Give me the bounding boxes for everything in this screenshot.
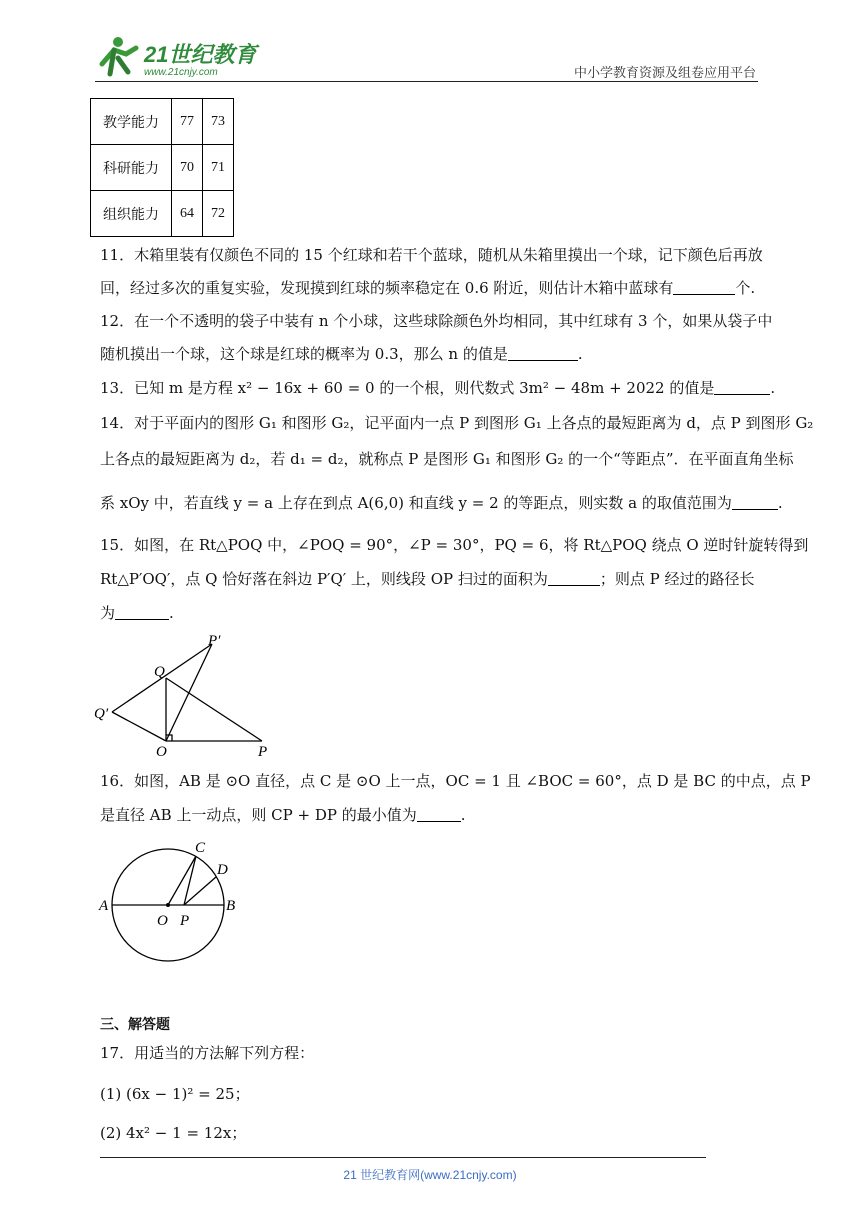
- q15-line-2: [100, 572, 755, 587]
- q11-suffix: 个.: [735, 279, 756, 297]
- answer-blank: [417, 821, 461, 822]
- q14-line-1: 14．对于平面内的图形 G₁ 和图形 G₂，记平面内一点 P 到图形 G₁ 上各点的最短距离为 d，点 P 到图形 G₂: [100, 414, 814, 432]
- q12-line-2: 随机摸出一个球，这个球是红球的概率为 0.3，那么 n 的值是 .: [100, 345, 583, 363]
- footer-divider: [100, 1157, 706, 1158]
- q11-line-2: [100, 281, 755, 296]
- answer-blank: [714, 394, 770, 395]
- q17-part-2: (2) 4x² − 1 = 12x；: [100, 1124, 247, 1142]
- table-cell: 组织能力: [91, 191, 172, 237]
- table-row: [91, 191, 234, 237]
- label-b: B: [226, 898, 236, 914]
- table-cell: 教学能力: [91, 99, 172, 145]
- q16-line-2: 是直径 AB 上一动点，则 CP + DP 的最小值为 .: [100, 806, 466, 824]
- q11-text: 回，经过多次的重复实验，发现摸到红球的频率稳定在 0.6 附近，则估计木箱中蓝球有: [100, 279, 674, 297]
- q16-line-1: 16．如图，AB 是 ⊙O 直径，点 C 是 ⊙O 上一点，OC = 1 且 ∠BOC = 60°，点 D 是 BC 的中点，点 P: [100, 772, 811, 790]
- answer-blank: [548, 585, 600, 586]
- label-c: C: [195, 840, 206, 856]
- q14-text: 系 xOy 中，若直线 y = a 上存在到点 A(6,0) 和直线 y = 2 的等距点，则实数 a 的取值范围为: [100, 494, 732, 512]
- label-d: D: [217, 862, 228, 878]
- q17-part-1: (1) (6x − 1)² = 25；: [100, 1085, 250, 1103]
- label-p: P: [258, 744, 268, 758]
- label-a: A: [99, 898, 109, 914]
- table-cell: 77: [172, 99, 203, 145]
- table-row: [91, 145, 234, 191]
- q15-text-2: ；则点 P 经过的路径长: [599, 570, 755, 588]
- label-q: Q: [154, 664, 165, 680]
- score-table: [90, 98, 234, 237]
- center-dot: [166, 903, 170, 907]
- q15-line-3: 为 .: [100, 604, 174, 622]
- q13-text: 13．已知 m 是方程 x² − 16x + 60 = 0 的一个根，则代数式 3m² − 48m + 2022 的值是: [100, 379, 715, 397]
- answer-blank: [115, 619, 169, 620]
- logo-text: 21世纪教育: [144, 42, 257, 67]
- q15-text-3: 为: [100, 604, 116, 622]
- q13-line-1: 13．已知 m 是方程 x² − 16x + 60 = 0 的一个根，则代数式 3m² − 48m + 2022 的值是 .: [100, 379, 776, 397]
- q14-line-2: 上各点的最短距离为 d₂，若 d₁ = d₂，就称点 P 是图形 G₁ 和图形 G₂ 的一个“等距点”．在平面直角坐标: [100, 450, 794, 468]
- table-cell: 64: [172, 191, 203, 237]
- q16-text: 是直径 AB 上一动点，则 CP + DP 的最小值为: [100, 806, 417, 824]
- q15-triangle-figure: [92, 632, 282, 758]
- answer-blank: [673, 294, 735, 295]
- label-o: O: [157, 913, 168, 929]
- section-heading: 三、解答题: [100, 1017, 170, 1033]
- q15-text: Rt△P′OQ′，点 Q 恰好落在斜边 P′Q′ 上，则线段 OP 扫过的面积为: [100, 570, 548, 588]
- segment-cp: [184, 856, 196, 905]
- q12-text: 随机摸出一个球，这个球是红球的概率为 0.3，那么 n 的值是: [100, 345, 508, 363]
- site-logo: [96, 34, 266, 80]
- q11-line-1: 11．木箱里装有仅颜色不同的 15 个红球和若干个蓝球，随机从朱箱里摸出一个球，记下颜色后再放: [100, 246, 763, 264]
- header-platform-text: 中小学教育资源及组卷应用平台: [573, 66, 756, 81]
- answer-blank: [732, 509, 778, 510]
- table-cell: 72: [203, 191, 234, 237]
- q12-line-1: 12．在一个不透明的袋子中装有 n 个小球，这些球除颜色外均相同，其中红球有 3 个，如果从袋子中: [100, 312, 773, 330]
- header-divider: [95, 81, 758, 82]
- table-cell: 73: [203, 99, 234, 145]
- table-cell: 科研能力: [91, 145, 172, 191]
- runner-icon: [102, 37, 136, 74]
- label-p-prime: P′: [208, 633, 221, 649]
- table-cell: 71: [203, 145, 234, 191]
- q16-circle-figure: [95, 836, 245, 962]
- table-cell: 70: [172, 145, 203, 191]
- label-o: O: [156, 744, 167, 758]
- answer-blank: [508, 360, 578, 361]
- footer-text: 21 世纪教育网(www.21cnjy.com): [343, 1168, 517, 1182]
- segment-dp: [184, 877, 216, 905]
- label-q-prime: Q′: [94, 706, 109, 722]
- logo-url: www.21cnjy.com: [144, 67, 218, 78]
- segment-q1-o: [112, 712, 166, 741]
- table-row: [91, 99, 234, 145]
- q17-line-1: 17．用适当的方法解下列方程：: [100, 1044, 315, 1062]
- q15-line-1: 15．如图，在 Rt△POQ 中，∠POQ = 90°，∠P = 30°，PQ = 6，将 Rt△POQ 绕点 O 逆时针旋转得到: [100, 536, 809, 554]
- q14-line-3: 系 xOy 中，若直线 y = a 上存在到点 A(6,0) 和直线 y = 2 的等距点，则实数 a 的取值范围为 .: [100, 494, 783, 512]
- label-p: P: [180, 913, 190, 929]
